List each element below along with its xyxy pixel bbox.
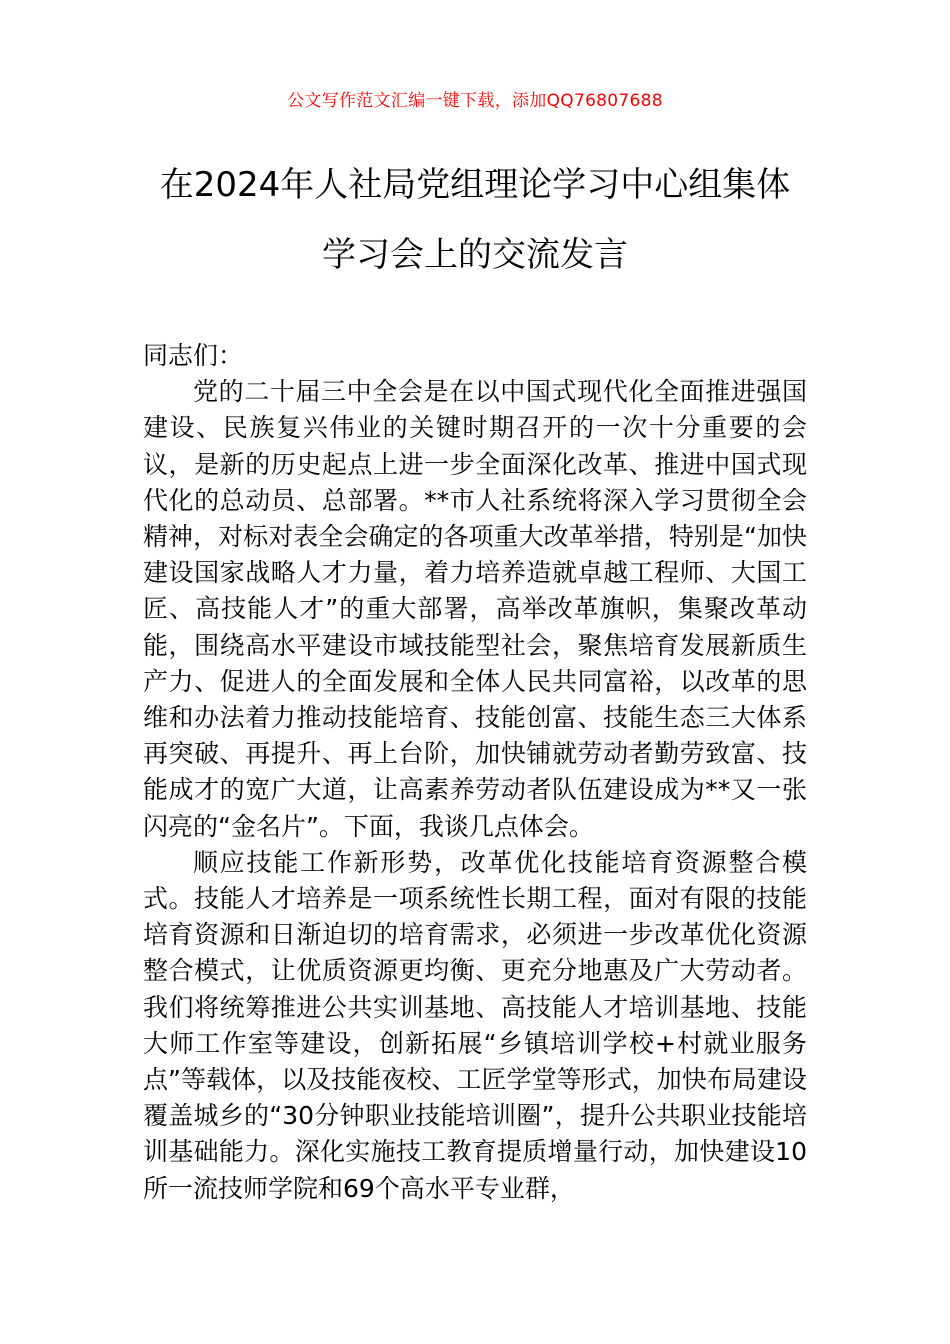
title-line-1: 在2024年人社局党组理论学习中心组集体 [159,165,791,205]
title-line-2: 学习会上的交流发言 [322,235,628,275]
paragraph-2: 顺应技能工作新形势，改革优化技能培育资源整合模式。技能人才培养是一项系统性长期工程，面对有限的技能培育资源和日渐迫切的培育需求，必须进一步改革优化资源整合模式，让优质资源更均衡、更充分地惠及广大劳动者。我们将统筹推进公共实训基地、高技能人才培训基地、技能大师工作室等建设，创新拓展“乡镇培训学校+村就业服务点”等载体，以及技能夜校、工匠学堂等形式，加快布局建设覆盖城乡的“30分钟职业技能培训圈”，提升公共职业技能培训基础能力。深化实施技工教育提质增量行动，加快建设10所一流技师学院和69个高水平专业群， [143,847,807,1203]
download-notice: 公文写作范文汇编一键下载，添加QQ76807688 [287,91,663,111]
document-title [120,150,830,290]
salutation: 同志们： [143,341,244,370]
document-body [143,338,807,1207]
paragraph-1: 党的二十届三中全会是在以中国式现代化全面推进强国建设、民族复兴伟业的关键时期召开的一次十分重要的会议，是新的历史起点上进一步全面深化改革、推进中国式现代化的总动员、总部署。**市人社系统将深入学习贯彻全会精神，对标对表全会确定的各项重大改革举措，特别是“加快建设国家战略人才力量，着力培养造就卓越工程师、大国工匠、高技能人才”的重大部署，高举改革旗帜，集聚改革动能，围绕高水平建设市域技能型社会，聚焦培育发展新质生产力、促进人的全面发展和全体人民共同富裕，以改革的思维和办法着力推动技能培育、技能创富、技能生态三大体系再突破、再提升、再上台阶，加快铺就劳动者勤劳致富、技能成才的宽广大道，让高素养劳动者队伍建设成为**又一张闪亮的“金名片”。下面，我谈几点体会。 [143,377,807,841]
